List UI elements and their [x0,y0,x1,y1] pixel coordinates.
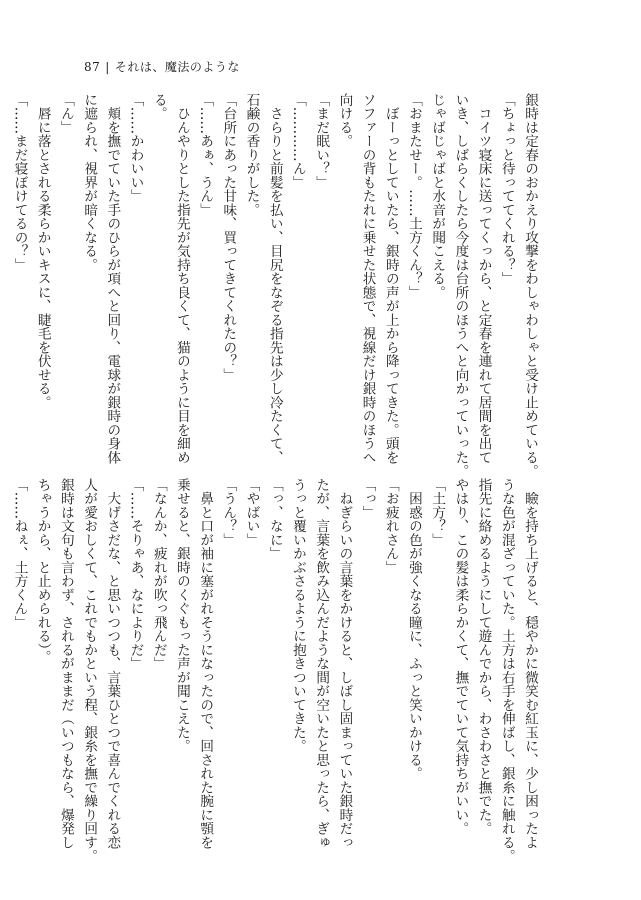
text-line: 「うん？」 [220,478,237,547]
text-line: 銀時は文句も言わず、されるがままだ（いつもなら、爆発し [57,478,74,850]
text-line: コイツ寝床に送ってくっから、と定春を連れて居間を出て [475,93,492,465]
chapter-title: それは、魔法のような [114,60,240,74]
text-line: 「やばい」 [243,478,260,547]
text-line: たが、言葉を飲み込んだような間が空いたと思ったら、ぎゅ [313,478,330,850]
text-line: 「……ねぇ、土方くん」 [11,478,28,630]
text-line: ソファーの背もたれに乗せた状態で、視線だけ銀時のほうへ [359,93,376,465]
text-line: ひんやりとした指先が気持ち良くて、猫のように目を細め [173,93,190,465]
text-line: うっと覆いかぶさるように抱きついてきた。 [289,478,306,753]
text-line: さらりと前髪を払い、目尻をなぞる指先は少し冷たくて、 [266,93,283,465]
text-line: 唇に落とされる柔らかいキスに、睫毛を伏せる。 [34,93,51,410]
text-line: 「……そりゃあ、なによりだ」 [127,478,144,671]
text-line: 「っ、なに」 [266,478,283,561]
text-line: 頬を撫でていた手のひらが項へと回り、電球が銀時の身体 [104,93,121,465]
text-line: ぼーっとしていたら、銀時の声が上から降ってきた。頭を [382,93,399,465]
text-line: ちゃうから、と止められる）。 [34,478,51,664]
text-line: に遮られ、視界が暗くなる。 [81,93,98,272]
text-line: 「なんか、疲れが吹っ飛んだ」 [150,478,167,671]
text-line: 指先に絡めるようにして遊んでから、わさわさと撫でた。 [475,478,492,836]
text-line: じゃばじゃばと水音が聞こえる。 [429,93,446,300]
text-line: 「ちょっと待っててくれる？」 [498,93,515,286]
text-line: 瞼を持ち上げると、穏やかに微笑む紅玉に、少し困ったよ [522,478,538,850]
text-line: 鼻と口が袖に塞がれそうになったので、回された腕に顎を [197,478,214,850]
text-line: 「台所にあった甘味、買ってきてくれたの？」 [220,93,237,382]
text-line: うな色が混ざっていた。土方は右手を伸ばし、銀糸に触れる。 [498,478,515,863]
text-line: 乗せると、銀時のくぐもった声が聞こえた。 [173,478,190,753]
page-number: 87 [84,60,101,74]
text-line: 困惑の色が強くなる瞳に、ふっと笑いかける。 [405,478,422,781]
text-line: る。 [150,93,167,121]
text-line: 石鹸の香りがした。 [243,93,260,217]
header-separator: | [105,60,110,74]
text-line: やはり、この髪は柔らかくて、撫でていて気持ちがいい。 [452,478,469,836]
text-block-bottom [7,478,541,863]
text-line: 銀時は定春のおかえり攻撃をわしゃわしゃと受け止めている。 [522,93,538,478]
text-line: 「お疲れさん」 [382,478,399,575]
text-line: いき、しばらくしたら今度は台所のほうへと向かっていった。 [452,93,469,478]
text-line: 「ん」 [57,93,74,135]
text-line: 向ける。 [336,93,353,148]
text-line: 「……あぁ、うん」 [197,93,214,217]
text-line: 「土方？」 [429,478,446,547]
text-block-top [7,93,541,478]
text-line: 「……まだ寝ぼけてるの？」 [11,93,28,272]
text-line: 「っ」 [359,478,376,520]
text-line: ねぎらいの言葉をかけると、しばし固まっていた銀時だっ [336,478,353,850]
text-line: 「おまたせー。……土方くん？」 [405,93,422,300]
text-line: 人が愛おしくて、これでもかという程、銀糸を撫で繰り回す。 [81,478,98,863]
running-header [84,58,240,75]
text-line: 「…………ん」 [289,93,306,190]
text-line: 「まだ眠い？」 [313,93,330,190]
text-line: 「……かわいい」 [127,93,144,203]
text-line: 大げさだな、と思いつつも、言葉ひとつで喜んでくれる恋 [104,478,121,850]
